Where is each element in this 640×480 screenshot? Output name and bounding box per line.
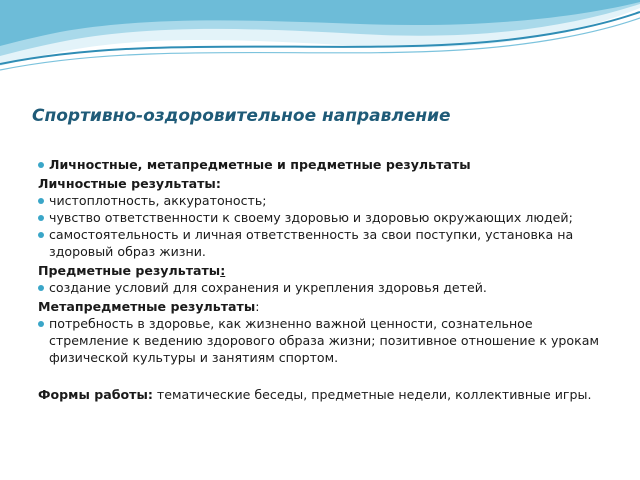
list-item bbox=[38, 192, 606, 209]
page-title: Спортивно-оздоровительное направление bbox=[32, 106, 451, 126]
subject-results-colon: : bbox=[220, 263, 226, 278]
list-item bbox=[38, 156, 606, 173]
meta-results-heading bbox=[38, 298, 606, 315]
work-forms-label: Формы работы: bbox=[38, 387, 153, 402]
work-forms bbox=[38, 386, 606, 403]
list-item bbox=[38, 209, 606, 226]
bullet-dot-icon bbox=[38, 285, 44, 291]
decorative-wave-header bbox=[0, 0, 640, 80]
list-item bbox=[38, 315, 606, 366]
results-heading: Личностные, метапредметные и предметные результаты bbox=[49, 157, 471, 172]
bullet-dot-icon bbox=[38, 232, 44, 238]
list-item bbox=[38, 226, 606, 260]
list-item-text: чувство ответственности к своему здоровью и здоровью окружающих людей; bbox=[49, 210, 573, 225]
list-item-text: потребность в здоровье, как жизненно важной ценности, сознательное стремление к ведению здорового образа жизни; позитивное отношение к урокам физической культуры и занятиям спортом. bbox=[49, 316, 599, 365]
work-forms-text: тематические беседы, предметные недели, коллективные игры. bbox=[152, 387, 592, 402]
subject-results-label: Предметные результаты bbox=[38, 263, 221, 278]
meta-results-colon: : bbox=[255, 299, 260, 314]
list-item bbox=[38, 279, 606, 296]
meta-results-label: Метапредметные результаты bbox=[38, 299, 256, 314]
personal-results-label: Личностные результаты: bbox=[38, 176, 221, 191]
content-body bbox=[38, 156, 606, 403]
bullet-dot-icon bbox=[38, 321, 44, 327]
list-item-text: чистоплотность, аккуратоность; bbox=[49, 193, 267, 208]
subject-results-heading bbox=[38, 262, 606, 279]
bullet-dot-icon bbox=[38, 215, 44, 221]
bullet-dot-icon bbox=[38, 162, 44, 168]
bullet-dot-icon bbox=[38, 198, 44, 204]
list-item-text: создание условий для сохранения и укрепления здоровья детей. bbox=[49, 280, 487, 295]
list-item-text: самостоятельность и личная ответственность за свои поступки, установка на здоровый образ жизни. bbox=[49, 227, 574, 259]
